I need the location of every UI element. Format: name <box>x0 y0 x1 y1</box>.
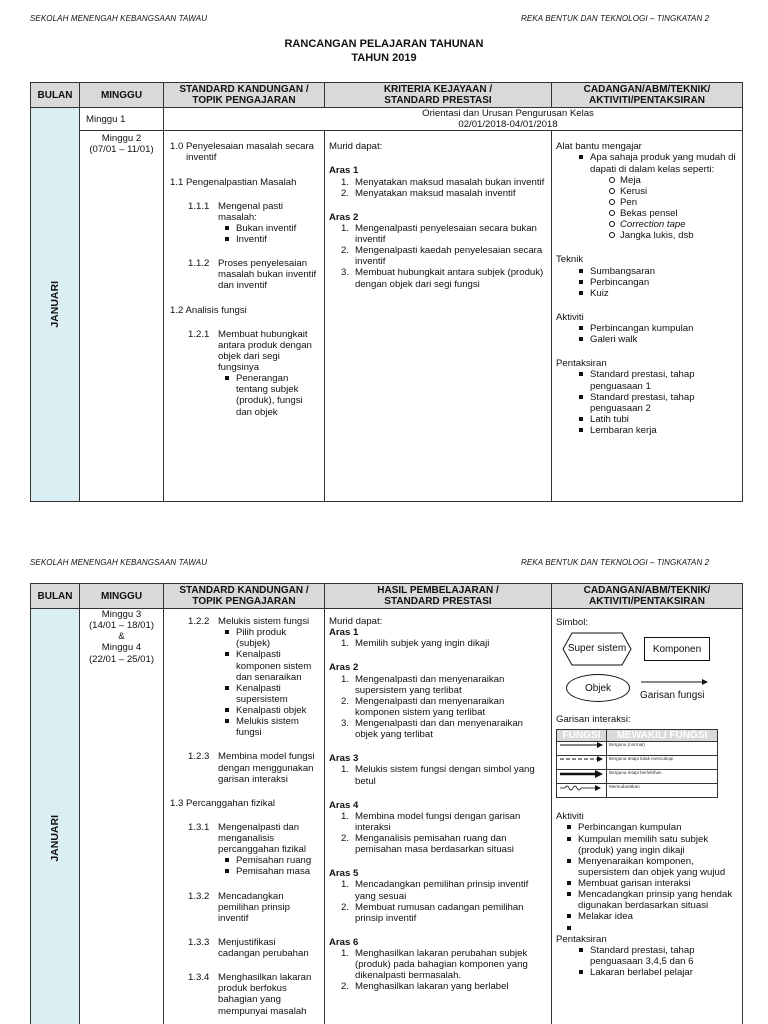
component-box: Komponen <box>644 637 710 661</box>
suggestion-cell-2: Simbol: Super sistem Komponen Objek Garisan fungsi Garisan interaksi: FUNGSI MEWAKILI FUNGSI Berguna (normal) Berguna tetapi tidak mencukupi Berguna tetapi berlebihan Memudaratkan Aktiviti Perbincangan kumpulan Kumpulan memilih satu subjek (produk) yang ingin dikaji Menyenaraikan komponen, supersistem dan objek yang wujud Membuat garisan interaksi Mencadangkan prinsip yang hendak digunakan berdasarkan situasi Melakar idea Pentaksiran Standard prestasi, tahap penguasaan 3,4,5 dan 6 Lakaran berlabel pelajar <box>552 609 743 1024</box>
month-cell <box>31 108 80 502</box>
week-1: Minggu 1 <box>80 108 164 131</box>
topic-1-2: 1.2 Analisis fungsi <box>170 304 247 316</box>
plan-table-1 <box>30 82 743 502</box>
supersystem-label: Super sistem <box>567 643 627 655</box>
week-2: Minggu 2 (07/01 – 11/01) <box>80 131 164 502</box>
symbol-diagram <box>556 628 738 708</box>
school-header: SEKOLAH MENENGAH KEBANGSAAN TAWAU <box>30 14 208 23</box>
wave-arrow-icon <box>559 784 603 792</box>
abm-items: Meja Kerusi Pen Bekas pensel Correction tape Jangka lukis, dsb <box>556 175 738 242</box>
school-header-2: SEKOLAH MENENGAH KEBANGSAAN TAWAU <box>30 558 208 567</box>
content-cell-2: 1.2.2 Melukis sistem fungsi Pilih produk (subjek) Kenalpasti komponen sistem dan senaraikan Kenalpasti supersistem Kenalpasti objek Melukis sistem fungsi 1.2.3 Membina model fungsi dengan menggunakan garisan interaksi 1.3 Percanggahan fizikal 1.3.1 Mengenalpasti dan menganalisis percanggahan fizikal Pemisahan ruang Pemisahan masa 1.3.2 Mencadangkan pemilihan prinsip inventif 1.3.3 Menjustifikasi cadangan perubahan 1.3.4 Menghasilkan lakaran produk berfokus bahagian yang mempunyai masalah <box>164 609 325 1024</box>
col-standard-kandungan: STANDARD KANDUNGAN / TOPIK PENGAJARAN <box>164 83 325 108</box>
page-year: TAHUN 2019 <box>351 52 417 64</box>
month-cell-2 <box>31 609 80 1024</box>
function-line-label: Garisan fungsi <box>640 690 705 702</box>
outcome-cell-2: Murid dapat: Aras 1 1. Memilih subjek yang ingin dikaji Aras 2 1. Mengenalpasti dan menyenaraikan supersistem yang terlibat 2. Mengenalpasti dan menyenaraikan komponen sistem yang terlibat 3. Mengenalpasti dan dan menyenaraikan objek yang terlibat Aras 3 1. Melukis sistem fungsi dengan simbol yang betul Aras 4 1. Membina model fungsi dengan garisan interaksi 2. Menganalisis pemisahan ruang dan pemisahan masa berdasarkan situasi Aras 5 1. Mencadangkan pemilihan prinsip inventif yang sesuai 2. Membuat rumusan cadangan pemilihan prinsip inventif Aras 6 1. Menghasilkan lakaran perubahan subjek (produk) pada bahagian komponen yang dikenalpasti bermasalah. 2. Menghasilkan lakaran yang berlabel <box>325 609 552 1024</box>
col-hasil-pembelajaran: HASIL PEMBELAJARAN / STANDARD PRESTASI <box>325 584 552 609</box>
content-cell-1: 1.0 Penyelesaian masalah secara inventif 1.1 Pengenalpastian Masalah 1.1.1 Mengenal pasti masalah: Bukan inventif Inventif 1.1.2 Proses penyelesaian masalah bukan inventif dan inventif 1.2 Analisis fungsi 1.2.1 Membuat hubungkait antara produk dengan objek dari segi fungsinya Penerangan tentang subjek (produk), fungsi dan objek <box>164 131 325 502</box>
suggestion-cell-1: Alat bantu mengajar Apa sahaja produk yang mudah di dapati di dalam kelas seperti: Meja Kerusi Pen Bekas pensel Correction tape Jangka lukis, dsb Teknik Sumbangsaran Perbincangan Kuiz Aktiviti Perbincangan kumpulan Galeri walk Pentaksiran Standard prestasi, tahap penguasaan 1 Standard prestasi, tahap penguasaan 2 Latih tubi Lembaran kerja <box>552 131 743 502</box>
week-3-4: Minggu 3 (14/01 – 18/01) & Minggu 4 (22/01 – 25/01) <box>80 609 164 1024</box>
month-label-2: JANUARI <box>48 815 61 862</box>
col-kriteria-kejayaan: KRITERIA KEJAYAAN / STANDARD PRESTASI <box>325 83 552 108</box>
col-minggu-2: MINGGU <box>80 584 164 609</box>
col-minggu: MINGGU <box>80 83 164 108</box>
thick-arrow-icon <box>559 770 603 778</box>
col-bulan: BULAN <box>31 83 80 108</box>
normal-arrow-icon <box>559 742 603 748</box>
plan-table-2 <box>30 583 743 1024</box>
object-ellipse: Objek <box>566 674 630 702</box>
col-cadangan-2: CADANGAN/ABM/TEKNIK/ AKTIVITI/PENTAKSIRAN <box>552 584 743 609</box>
interaction-legend: FUNGSI MEWAKILI FUNGSI Berguna (normal) Berguna tetapi tidak mencukupi Berguna tetapi berlebihan Memudaratkan <box>556 729 718 798</box>
subject-header: REKA BENTUK DAN TEKNOLOGI – TINGKATAN 2 <box>521 14 710 23</box>
topic-1-3: 1.3 Percanggahan fizikal <box>170 797 276 809</box>
criteria-cell-1: Murid dapat: Aras 1 1. Menyatakan maksud masalah bukan inventif 2. Menyatakan maksud masalah inventif Aras 2 1. Mengenalpasti penyelesaian secara bukan inventif 2. Mengenalpasti kaedah penyelesaian secara inventif 3. Membuat hubungkait antara subjek (produk) dengan objek dari segi fungsi <box>325 131 552 502</box>
function-line-arrow-icon <box>640 677 708 687</box>
subject-header-2: REKA BENTUK DAN TEKNOLOGI – TINGKATAN 2 <box>521 558 710 567</box>
col-standard-kandungan-2: STANDARD KANDUNGAN / TOPIK PENGAJARAN <box>164 584 325 609</box>
month-label: JANUARI <box>48 281 61 328</box>
col-bulan-2: BULAN <box>31 584 80 609</box>
dashed-arrow-icon <box>559 756 603 762</box>
page-title: RANCANGAN PELAJARAN TAHUNAN <box>284 38 484 50</box>
col-cadangan: CADANGAN/ABM/TEKNIK/ AKTIVITI/PENTAKSIRAN <box>552 83 743 108</box>
orientation-cell: Orientasi dan Urusan Pengurusan Kelas 02/01/2018-04/01/2018 <box>164 108 743 131</box>
topic-1-1: 1.1 Pengenalpastian Masalah <box>170 176 297 188</box>
